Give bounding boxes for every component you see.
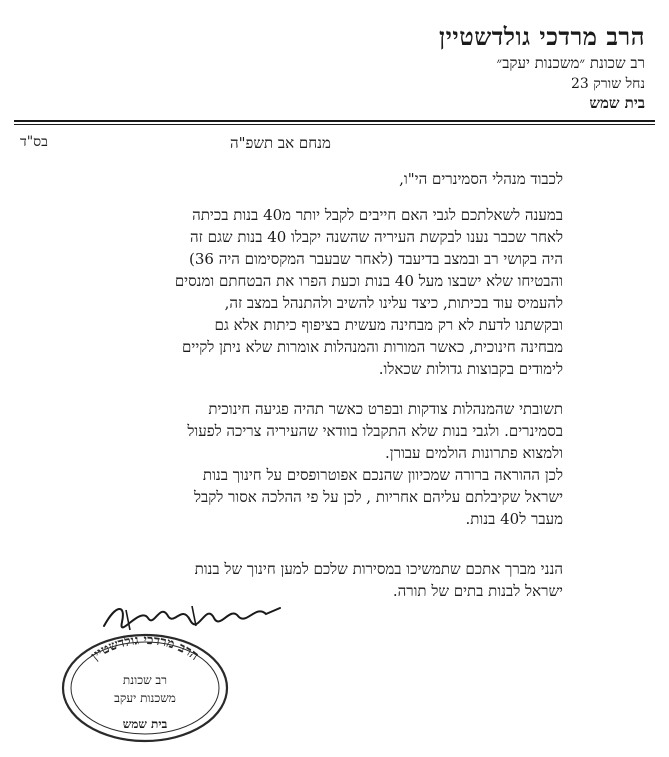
- stamp-line-3: בית שמש: [122, 717, 168, 731]
- text-line: ישראל שקיבלתם עליהם אחריות , לכן על פי ההלכה אסור לקבל: [193, 488, 563, 506]
- letterhead-city: בית שמש: [589, 94, 645, 112]
- text-line: להעמיס עוד בכיתות, כיצד עלינו להשיב ולהתנהל במצב זה,: [224, 294, 563, 312]
- stamp-line-1: רב שכונת: [122, 673, 168, 687]
- stamp-line-2: משכנות יעקב: [114, 691, 176, 705]
- text-line: תשובתי שהמנהלות צודקות ובפרט כאשר תהיה פגיעה חינוכית: [208, 400, 563, 418]
- rabbi-stamp: [60, 632, 230, 744]
- text-line: ולמצוא פתרונות הולמים עבורן.: [384, 444, 563, 462]
- addressee: לכבוד מנהלי הסמינרים הי"ו,: [399, 170, 563, 188]
- text-line: ובקשתנו לדעת לא רק מבחינה מעשית בציפוף כיתות אלא גם: [214, 316, 563, 334]
- text-line: לכן ההוראה ברורה שמכיוון שהנכם אפוטרופסים על חינוך בנות: [202, 466, 563, 484]
- header-divider-thin: [14, 124, 655, 125]
- text-line: בסמינרים. ולגבי בנות שלא התקבלו בוודאי שהעיריה צריכה לפעול: [187, 422, 563, 440]
- text-line: מבחינה חינוכית, כאשר המורות והמנהלות אומרות שלא ניתן לקיים: [182, 338, 563, 356]
- paragraph-question: [93, 204, 563, 380]
- header-divider: [14, 120, 655, 122]
- stamp-rim-text: הרב מרדכי גולדשטיין: [88, 632, 202, 664]
- text-line: ישראל לבנות בתים של תורה.: [392, 582, 563, 600]
- letterhead-name: הרב מרדכי גולדשטיין: [439, 22, 645, 51]
- letter-date: מנחם אב תשפ"ה: [230, 134, 331, 152]
- bsd-mark: בס"ד: [20, 134, 48, 150]
- text-line: במענה לשאלתכם לגבי האם חייבים לקבל יותר מ40 בנות בכיתה: [192, 206, 563, 224]
- text-line: היה בקושי רב ובמצב בדיעבד (לאחר שבעבר המקסימום היה 36): [189, 250, 563, 268]
- text-line: הנני מברך אתכם שתמשיכו במסירות שלכם למען חינוך של בנות: [194, 560, 563, 578]
- letterhead-title: רב שכונת ״משכנות יעקב״: [496, 54, 645, 72]
- letterhead-address: נחל שורק 23: [571, 76, 645, 92]
- text-line: לאחר שכבר נענו לבקשת העיריה שהשנה יקבלו 40 בנות שגם זה: [190, 228, 563, 246]
- handwritten-signature: [96, 596, 286, 636]
- paragraph-answer: [93, 398, 563, 530]
- text-line: לימודים בקבוצות גדולות שכאלו.: [378, 360, 563, 378]
- text-line: והבטיחו שלא ישבצו מעל 40 בנות וכעת הפרו את הבטחתם ומנסים: [174, 272, 563, 290]
- text-line: מעבר ל40 בנות.: [465, 510, 563, 528]
